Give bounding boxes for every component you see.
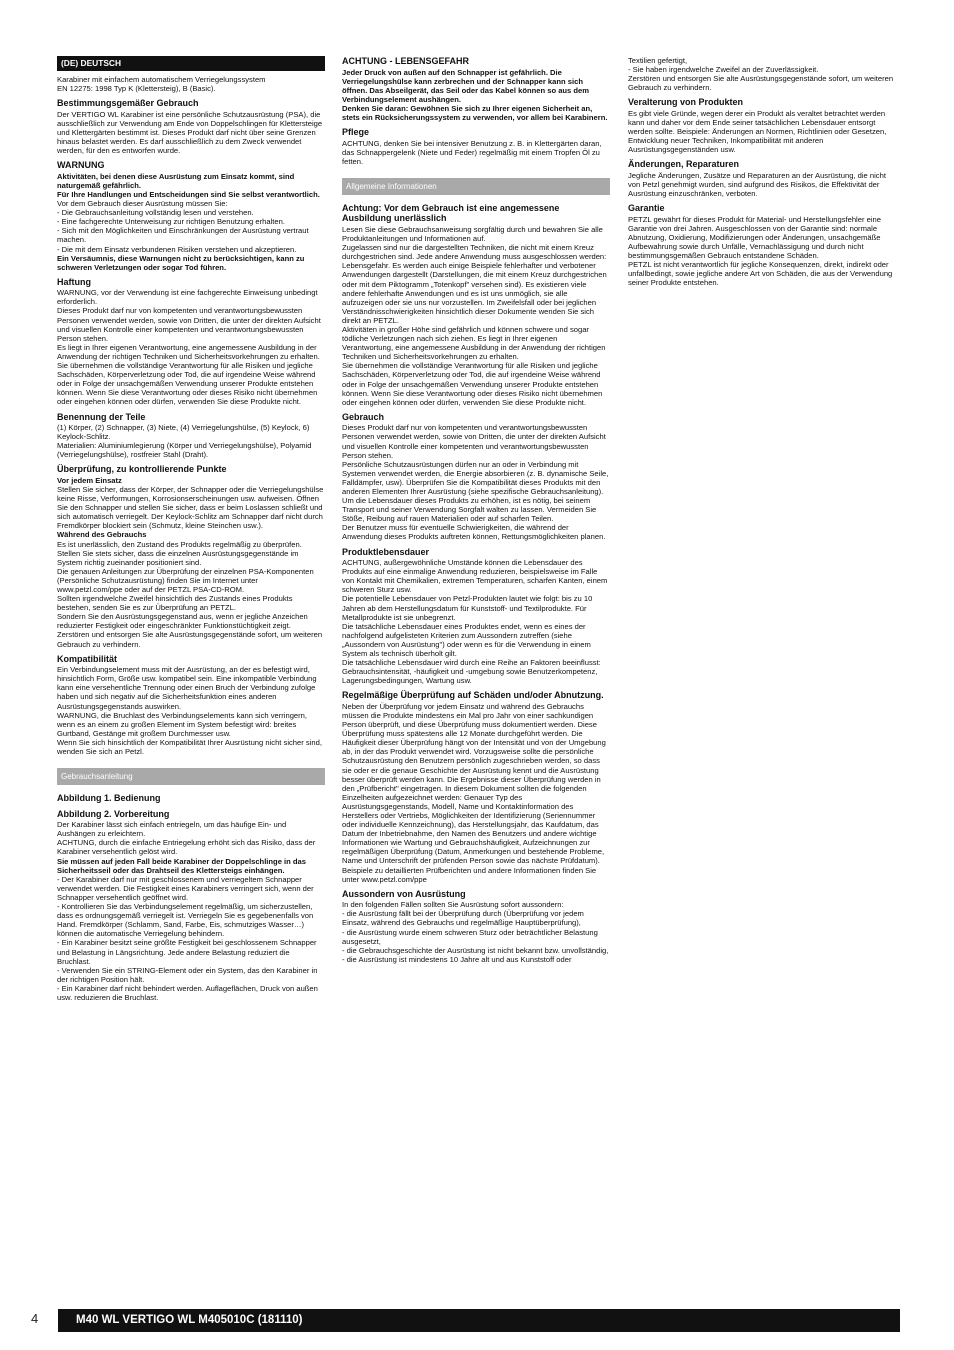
heading-usage: Gebrauch	[342, 411, 385, 422]
figure-2-text: Der Karabiner lässt sich einfach entriegeln, um das häufige Ein- und Aushängen zu erleichtern. ACHTUNG, durch die einfache Entriegelung erhöht sich das Risiko, dass der Karabiner versehentlich gelöst wird.	[57, 820, 316, 857]
subheading-before-use: Vor jedem Einsatz	[57, 475, 122, 485]
section-band-general-info: Allgemeine Informationen	[342, 178, 610, 195]
warning-bold-text: Aktivitäten, bei denen diese Ausrüstung zum Einsatz kommt, sind naturgemäß gefährlich. Für Ihre Handlungen und Entscheidungen sind Sie selbst verantwortlich.	[57, 171, 320, 199]
page-number: 4	[31, 1311, 39, 1326]
heading-intended-use: Bestimmungsgemäßer Gebrauch	[57, 98, 199, 109]
heading-retirement: Aussondern von Ausrüstung	[342, 888, 466, 899]
before-use-text: Stellen Sie sicher, dass der Körper, der Schnapper oder die Verriegelungshülse keine Risse, Verformungen, Korrosionserscheinungen usw. aufweisen. Öffnen Sie den Schnapper und stellen Sie sicher, dass er beim Loslassen schließt und sich automatisch verriegelt. Der Keylock-Schlitz am Schnapper darf nicht durch Fremdkörper blockiert sein (Schmutz, kleine Steinchen usw.).	[57, 484, 324, 531]
subheading-during-use: Während des Gebrauchs	[57, 530, 147, 540]
retirement-text: In den folgenden Fällen sollten Sie Ausrüstung sofort aussondern: - die Ausrüstung fällt bei der Überprüfung durch (Überprüfung vor jedem Einsatz, während des Gebrauchs und regelmäßige Hauptüberprüfung), - die Ausrüstung wurde einem schweren Sturz oder beträchtlicher Belastung ausgesetzt, - die Gebrauchsgeschichte der Ausrüstung ist nicht bekannt bzw. unvollständig, - die Ausrüstung ist mindestens 10 Jahre alt und aus Kunststoff oder	[342, 900, 609, 964]
warning-text: Vor dem Gebrauch dieser Ausrüstung müssen Sie: - Die Gebrauchsanleitung vollständig lesen und verstehen. - Eine fachgerechte Unterweisung zur richtigen Benutzung erhalten. - Sich mit den Möglichkeiten und Einschränkungen der Ausrüstung vertraut machen. - Die mit dem Einsatz verbundenen Risiken verstehen und akzeptieren.	[57, 199, 309, 254]
heading-figure-1: Abbildung 1. Bedienung	[57, 793, 161, 804]
figure-2-text-2: - Der Karabiner darf nur mit geschlossenem und verriegeltem Schnapper verwendet werden. Die Festigkeit eines Karabiners verringert sich, wenn der Schnapper versehentlich geöffnet wird. - Kontrollieren Sie das Verbindungselement regelmäßig, um sicherzustellen, dass es ordnungsgemäß verriegelt ist. Verriegeln Sie es gegebenenfalls von Hand. Fremdkörper (Schlamm, Sand, Farbe, Eis, schmutziges Wasser…) können die automatische Verriegelung behindern. - Ein Karabiner besitzt seine größte Festigkeit bei geschlossenem Schnapper und Belastung in Längsrichtung. Jede andere Belastung reduziert die Bruchlast. - Verwenden Sie ein STRING-Element oder ein System, das den Karabiner in der richtigen Position hält. - Ein Karabiner darf nicht behindert werden. Auflageflächen, Druck von außen usw. reduzieren die Bruchlast.	[57, 874, 318, 1002]
heading-care: Pflege	[342, 127, 370, 138]
column-3	[628, 56, 896, 287]
modifications-text: Jegliche Änderungen, Zusätze und Reparaturen an der Ausrüstung, die nicht von Petzl genehmigt wurden, sind aufgrund des Risikos, die Effektivität der Ausrüstung einzuschränken, verboten.	[628, 170, 886, 199]
intended-use-text: Der VERTIGO WL Karabiner ist eine persönliche Schutzausrüstung (PSA), die ausschließlich zur Verwendung am Ende von Doppelschlingen für Klettersteige und Klettergärten bestimmt ist. Dieses Produkt darf nicht über seine Grenzen hinaus belastet werden. Es darf ausschließlich zu dem Zweck verwendet werden, für den es entworfen wurde.	[57, 109, 323, 156]
danger-bold-text: Jeder Druck von außen auf den Schnapper ist gefährlich. Die Verriegelungshülse kann zerbrechen und der Schnapper kann sich öffnen. Das Abseilgerät, das Seil oder das Kabel können so aus dem Verbindungselement aushängen. Denken Sie daran: Gewöhnen Sie sich zu Ihrer eigenen Sicherheit an, stets ein Rücksicherungssystem zu verwenden, vor allem bei Karabinern.	[342, 67, 608, 122]
heading-obsolescence: Veralterung von Produkten	[628, 97, 744, 108]
figure-2-bold-text: Sie müssen auf jeden Fall beide Karabiner der Doppelschlinge in das Sicherheitsseil oder das Drahtseil des Klettersteigs einhängen.	[57, 856, 306, 875]
language-header: (DE) DEUTSCH	[57, 56, 325, 71]
parts-text: (1) Körper, (2) Schnapper, (3) Niete, (4) Verriegelungshülse, (5) Keylock, 6) Keylock-Schlitz. Materialien: Aluminiumlegierung (Körper und Verriegelungshülse), Polyamid (Verriegelungshülse), rostfreier Stahl (Draht).	[57, 423, 312, 460]
warning-bold-text-2: Ein Versäumnis, diese Warnungen nicht zu berücksichtigen, kann zu schweren Verletzungen oder sogar Tod führen.	[57, 253, 305, 272]
retirement-continued-text: Textilien gefertigt, - Sie haben irgendwelche Zweifel an der Zuverlässigkeit. Zerstören und entsorgen Sie alte Ausrüstungsgegenstände sofort, um weiteren Gebrauch zu verhindern.	[628, 56, 894, 93]
heading-warning: WARNUNG	[57, 160, 105, 171]
heading-compatibility: Kompatibilität	[57, 653, 117, 664]
heading-guarantee: Garantie	[628, 203, 665, 214]
heading-product-lifetime: Produktlebensdauer	[342, 546, 430, 557]
heading-modifications: Änderungen, Reparaturen	[628, 159, 740, 170]
training-text: Lesen Sie diese Gebrauchsanweisung sorgfältig durch und bewahren Sie alle Produktanleitungen und Informationen auf. Zugelassen sind nur die dargestellten Techniken, die nicht mit einem Kreuz durchgestrichen sind. Jede andere Anwendung muss ausgeschlossen werden: Lebensgefahr. Es werden auch einige Beispiele fehlerhafter und verbotener Anwendungen dargestellt (Darstellungen, die mit einem Kreuz durchgestrichen oder mit dem Piktogramm „Totenkopf" versehen sind). Es existieren viele andere fehlerhafte Anwendungen und es ist uns unmöglich, sie alle aufzuzeigen oder sie uns nur vorzustellen. Im Zweifelsfall oder bei jeglichen Verständnisschwierigkeiten hinsichtlich dieser Dokumente wenden Sie sich direkt an PETZL. Aktivitäten in großer Höhe sind gefährlich und können schwere und sogar tödliche Verletzungen nach sich ziehen. Es liegt in Ihrer eigenen Verantwortung, eine angemessene Ausbildung in der Anwendung der richtigen Techniken und Sicherheitsvorkehrungen zu erhalten. Sie übernehmen die vollständige Verantwortung für alle Risiken und jegliche Sachschäden, Körperverletzung oder Tod, die auf irgendeine Weise während oder in Folge der unsachgemäßen Verwendung unserer Produkte entstehen können. Wenn Sie diese Verantwortung oder dieses Risiko nicht übernehmen oder eingehen können oder dürfen, verwenden Sie diese Produkte nicht.	[342, 224, 607, 407]
column-2	[342, 56, 610, 964]
guarantee-text: PETZL gewährt für dieses Produkt für Material- und Herstellungsfehler eine Garantie von drei Jahren. Ausgeschlossen von der Garantie sind: normale Abnutzung, Oxidierung, Modifizierungen oder Änderungen, unsachgemäße Aufbewahrung sowie durch Unfälle, Vernachlässigung und durch nicht bestimmungsgemäßen Gebrauch entstandene Schäden. PETZL ist nicht verantwortlich für jegliche Konsequenzen, direkt, indirekt oder unfallbedingt, sowie jegliche andere Art von Schäden, die aus der Verwendung seiner Produkte entstehen.	[628, 214, 893, 288]
footer-title-bar: M40 WL VERTIGO WL M405010C (181110)	[58, 1309, 900, 1332]
heading-inspection-points: Überprüfung, zu kontrollierende Punkte	[57, 464, 227, 475]
heading-periodic-inspection: Regelmäßige Überprüfung auf Schäden und/oder Abnutzung.	[342, 690, 604, 701]
compatibility-text: Ein Verbindungselement muss mit der Ausrüstung, an der es befestigt wird, hinsichtlich Form, Größe usw. kompatibel sein. Eine inkompatible Verbindung kann eine versehentliche Trennung oder einen Bruch der Verbindung zufolge haben und sich negativ auf die Sicherheitsfunktion eines anderen Ausrüstungsgegenstands auswirken. WARNUNG, die Bruchlast des Verbindungselements kann sich verringern, wenn es an einem zu großen Element im System befestigt wird: breites Gurtband, Gestänge mit großem Durchmesser usw. Wenn Sie sich hinsichtlich der Kompatibilität Ihrer Ausrüstung nicht sicher sind, wenden Sie sich an Petzl.	[57, 665, 322, 756]
heading-liability: Haftung	[57, 276, 91, 287]
care-text: ACHTUNG, denken Sie bei intensiver Benutzung z. B. in Klettergärten daran, das Schnappergelenk (Niete und Feder) regelmäßig mit einem Tropfen Öl zu fetten.	[342, 138, 602, 166]
heading-figure-2: Abbildung 2. Vorbereitung	[57, 808, 170, 819]
heading-danger: ACHTUNG - LEBENSGEFAHR	[342, 56, 470, 66]
obsolescence-text: Es gibt viele Gründe, wegen derer ein Produkt als veraltet betrachtet werden kann und daher vor dem Ende seiner tatsächlichen Lebensdauer entsorgt werden sollte. Beispiele: Änderungen an Normen, Richtlinien oder Gesetzen, Entwicklung neuer Techniken, Inkompatibilität mit anderen Ausrüstungsgegenständen usw.	[628, 108, 887, 155]
product-lifetime-text: ACHTUNG, außergewöhnliche Umstände können die Lebensdauer des Produkts auf eine einmalige Anwendung reduzieren, beispielsweise im Falle von Kontakt mit Chemikalien, extremen Temperaturen, scharfen Kanten, einem schweren Sturz usw. Die potentielle Lebensdauer von Petzl-Produkten lautet wie folgt: bis zu 10 Jahren ab dem Herstellungsdatum für Kunststoff- und Textilprodukte. Für Metallprodukte ist sie unbegrenzt. Die tatsächliche Lebensdauer eines Produktes endet, wenn es eines der nachfolgend aufgelisteten Kriterien zum Aussondern zutreffen (siehe „Aussondern von Ausrüstung") oder wenn es für die Verwendung in einem System als technisch überholt gilt. Die tatsächliche Lebensdauer wird durch eine Reihe an Faktoren beeinflusst: Gebrauchsintensität, -häufigkeit und -umgebung sowie Benutzerkompetenz, Lagerungsbedingungen, Wartung usw.	[342, 558, 608, 686]
heading-parts: Benennung der Teile	[57, 411, 146, 422]
usage-text: Dieses Produkt darf nur von kompetenten und verantwortungsbewussten Personen verwendet werden, sowie von Dritten, die unter der direkten Aufsicht und visuellen Kontrolle einer kompetenten und verantwortungsbewussten Person stehen. Persönliche Schutzausrüstungen dürfen nur an oder in Verbindung mit Systemen verwendet werden, die Energie absorbieren (z. B. dynamische Seile, Falldämpfer, usw). Überprüfen Sie die Kompatibilität dieses Produkts mit den anderen Elementen Ihrer Ausrüstung (siehe spezifische Gebrauchsanleitung). Um die Lebensdauer dieses Produkts zu erhöhen, ist es nötig, bei seinem Transport und seiner Verwendung Sorgfalt walten zu lassen. Vermeiden Sie Stöße, Reibung auf rauen Materialien oder auf scharfen Teilen. Der Benutzer muss für eventuelle Schwierigkeiten, die während der Anwendung dieses Produkts auftreten können, Rettungsmöglichkeiten planen.	[342, 423, 609, 542]
liability-text: WARNUNG, vor der Verwendung ist eine fachgerechte Einweisung unbedingt erforderlich. Dieses Produkt darf nur von kompetenten und verantwortungsbewussten Personen verwendet werden, sowie von Dritten, die unter der direkten Aufsicht und visuellen Kontrolle einer kompetenten und verantwortungsbewussten Person stehen. Es liegt in Ihrer eigenen Verantwortung, eine angemessene Ausbildung in der Anwendung der richtigen Techniken und Sicherheitsvorkehrungen zu erhalten. Sie übernehmen die vollständige Verantwortung für alle Risiken und jegliche Sachschäden, Körperverletzung oder Tod, die auf irgendeine Weise während oder in Folge der unsachgemäßen Verwendung unserer Produkte entstehen können. Wenn Sie diese Verantwortung oder dieses Risiko nicht übernehmen oder eingehen können oder dürfen, verwenden Sie diese Produkte nicht.	[57, 288, 321, 407]
heading-training: Achtung: Vor dem Gebrauch ist eine angemessene Ausbildung unerlässlich	[342, 202, 560, 224]
during-use-text: Es ist unerlässlich, den Zustand des Produkts regelmäßig zu überprüfen. Stellen Sie stets sicher, dass die einzelnen Ausrüstungsgegenstände im System richtig zueinander positioniert sind. Die genauen Anleitungen zur Überprüfung der einzelnen PSA-Komponenten (Persönliche Schutzausrüstung) finden Sie im Internet unter www.petzl.com/ppe oder auf der PETZL PSA-CD-ROM. Sollten irgendwelche Zweifel hinsichtlich des Zustands eines Produkts bestehen, senden Sie es zur Überprüfung an PETZL. Sondern Sie den Ausrüstungsgegenstand aus, wenn er jegliche Anzeichen reduzierter Festigkeit oder eingeschränkter Funktionstüchtigkeit zeigt. Zerstören und entsorgen Sie alte Ausrüstungsgegenstände sofort, um weiteren Gebrauch zu verhindern.	[57, 539, 323, 649]
section-band-instructions: Gebrauchsanleitung	[57, 768, 325, 785]
column-1	[57, 56, 325, 1002]
periodic-inspection-text: Neben der Überprüfung vor jedem Einsatz und während des Gebrauchs müssen die Produkte mindestens ein Mal pro Jahr von einer sachkundigen Person überprüft, und diese Überprüfung muss dokumentiert werden. Diese Überprüfung muss spätestens alle 12 Monate durchgeführt werden. Die Häufigkeit dieser Überprüfung hängt von der Intensität und von der Umgebung ab, in der das Produkt verwendet wird. Vorzugsweise sollte die persönliche Schutzausrüstung den Benutzern persönlich zugeschrieben werden, so dass sie oder er die genaue Geschichte der Ausrüstung kennt und die Ausrüstung besser überprüft werden kann. Die Ergebnisse dieser Überprüfung werden in den „Prüfbericht" eingetragen. In diesem Dokument sollten die folgenden Einzelheiten aufgezeichnet werden: Genauer Typ des Ausrüstungsgegenstands, Modell, Name und Kontaktinformation des Herstellers oder Vertriebs, Möglichkeiten der Identifizierung (Seriennummer oder individuelle Kennzeichnung), das Herstellungsjahr, das Kaufdatum, das Datum der Inbetriebnahme, den Namen des Benutzers und andere wichtige Informationen wie Wartung und Gebrauchshäufigkeit, Aufzeichnungen zur regelmäßigen Überprüfung (Datum, Anmerkungen und bestehende Probleme, Name und Unterschrift der prüfenden Person sowie das nächste Prüfdatum). Beispiele zu detaillierten Prüfberichten und andere Informationen finden Sie unter www.petzl.com/ppe	[342, 701, 606, 884]
intro-text: Karabiner mit einfachem automatischem Verriegelungssystem EN 12275: 1998 Typ K (Klettersteig), B (Basic).	[57, 75, 266, 94]
